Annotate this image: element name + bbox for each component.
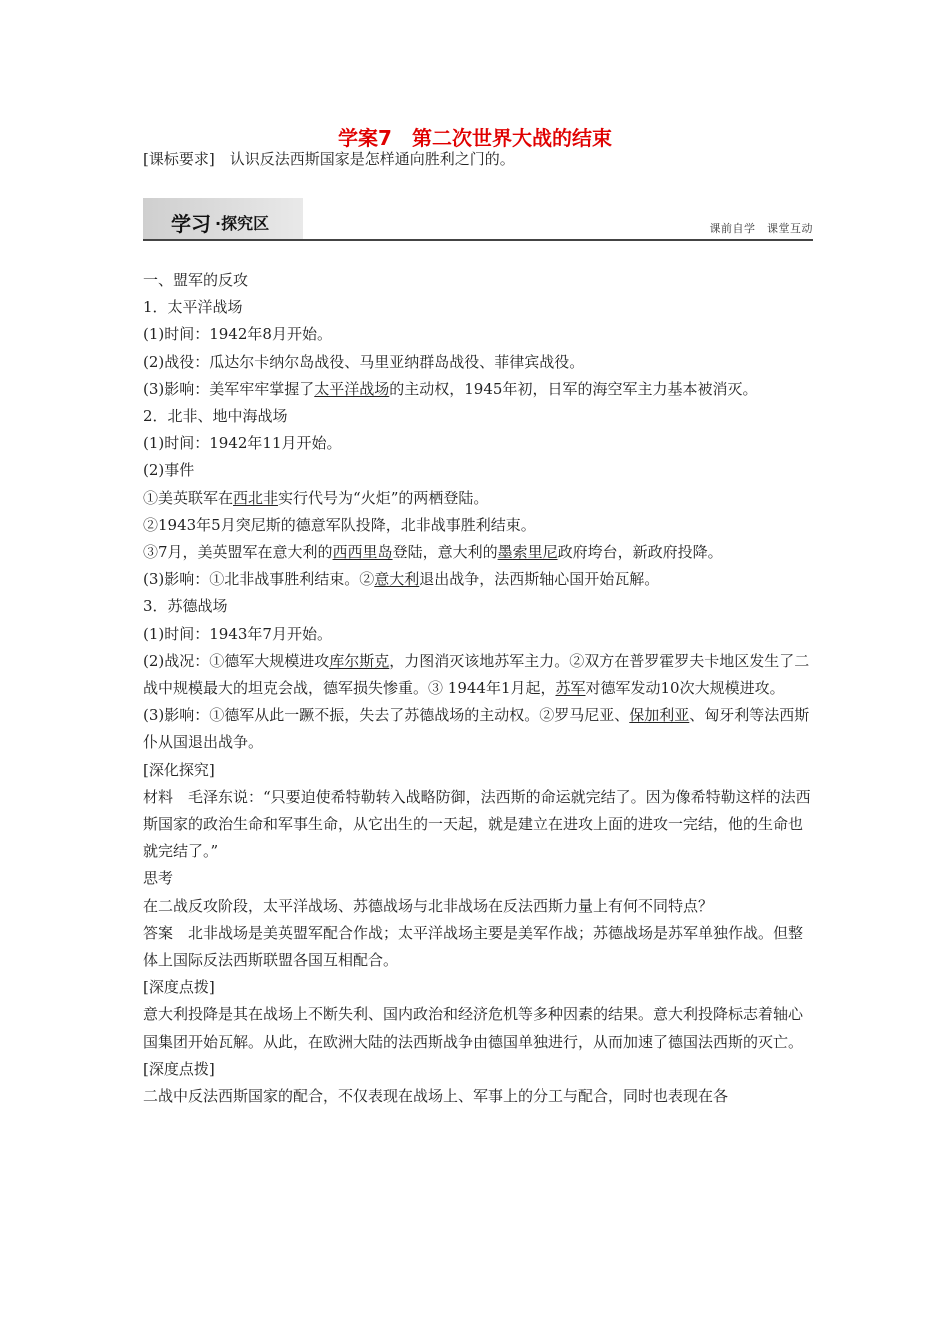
underlined-term: 墨索里尼	[497, 543, 558, 562]
section-banner	[143, 198, 813, 242]
underlined-term: 西北非	[233, 488, 279, 507]
text-span: 登陆，意大利的	[392, 543, 498, 562]
paragraph	[143, 485, 811, 512]
text-span: ，力图消灭该地苏军主力。②双方在普罗霍罗夫卡地区发生了二战中规模最大的坦克会战，德军损失惨重。③ 1944年1月起，	[143, 651, 810, 698]
think-label: 思考	[143, 869, 174, 888]
curriculum-requirement: [课标要求] 认识反法西斯国家是怎样通向胜利之门的。	[143, 150, 515, 168]
paragraph: 二战中反法西斯国家的配合，不仅表现在战场上、军事上的分工与配合，同时也表现在各	[143, 1087, 729, 1106]
main-content	[143, 267, 811, 1110]
paragraph: 意大利投降是其在战场上不断失利、国内政治和经济危机等多种因素的结果。意大利投降标志着轴心国集团开始瓦解。从此，在欧洲大陆的法西斯战争由德国单独进行，从而加速了德国法西斯的灭亡。	[143, 1005, 804, 1051]
paragraph: (2)事件	[143, 461, 195, 480]
material-quote: 材料 毛泽东说：“只要迫使希特勒转入战略防御，法西斯的命运就完结了。因为像希特勒这样的法西斯国家的政治生命和军事生命，从它出生的一天起，就是建立在进攻上面的进攻一完结，他的生命也就完结了。”	[143, 787, 811, 861]
answer-text: 答案 北非战场是美英盟军配合作战；太平洋战场主要是美军作战；苏德战场是苏军单独作战。但整体上国际反法西斯联盟各国互相配合。	[143, 923, 804, 970]
underlined-term: 意大利	[374, 570, 420, 589]
text-span: 、匈牙利等法西斯仆从国退出战争。	[143, 706, 810, 752]
subsection-heading: 1．太平洋战场	[143, 298, 243, 317]
bracket-heading: [深度点拨]	[143, 1059, 215, 1078]
page-title: 学案7 第二次世界大战的结束	[338, 126, 612, 150]
paragraph: ②1943年5月突尼斯的德意军队投降，北非战事胜利结束。	[143, 515, 536, 534]
paragraph	[143, 648, 811, 702]
underlined-term: 库尔斯克	[329, 651, 390, 670]
banner-right-text: 课前自学 课堂互动	[709, 222, 813, 235]
banner-label-main: 学习	[171, 212, 211, 236]
subsection-heading: 2．北非、地中海战场	[143, 407, 288, 426]
text-span: 实行代号为“火炬”的两栖登陆。	[278, 488, 489, 507]
paragraph: (1)时间：1942年8月开始。	[143, 325, 332, 344]
banner-label-sub: ·探究区	[215, 214, 270, 233]
underlined-term: 西西里岛	[332, 543, 393, 562]
text-span: (3)影响：①德军从此一蹶不振，失去了苏德战场的主动权。②罗马尼亚、	[143, 706, 630, 725]
banner-divider	[143, 239, 813, 241]
section-heading: 一、盟军的反攻	[143, 271, 249, 289]
question-text: 在二战反攻阶段，太平洋战场、苏德战场与北非战场在反法西斯力量上有何不同特点？	[143, 896, 714, 915]
paragraph: (1)时间：1943年7月开始。	[143, 624, 332, 643]
bracket-heading: [深度点拨]	[143, 978, 215, 997]
paragraph	[143, 376, 811, 403]
text-span: 对德军发动10次大规模进攻。	[585, 679, 785, 698]
banner-label-box	[143, 198, 303, 239]
text-span: ①美英联军在	[143, 488, 234, 507]
paragraph: (2)战役：瓜达尔卡纳尔岛战役、马里亚纳群岛战役、菲律宾战役。	[143, 352, 585, 371]
text-span: 政府垮台，新政府投降。	[557, 543, 723, 562]
underlined-term: 太平洋战场	[314, 379, 390, 398]
text-span: (3)影响：①北非战事胜利结束。②	[143, 570, 375, 589]
paragraph	[143, 566, 811, 593]
text-span: ③7月，美英盟军在意大利的	[143, 543, 333, 562]
paragraph: (1)时间：1942年11月开始。	[143, 434, 342, 453]
text-span: 退出战争，法西斯轴心国开始瓦解。	[419, 570, 660, 589]
bracket-heading: [深化探究]	[143, 760, 215, 779]
text-span: (2)战况：①德军大规模进攻	[143, 651, 330, 670]
paragraph	[143, 539, 811, 566]
underlined-term: 保加利亚	[629, 706, 690, 725]
text-span: 的主动权，1945年初，日军的海空军主力基本被消灭。	[389, 379, 758, 398]
subsection-heading: 3．苏德战场	[143, 597, 228, 616]
text-span: (3)影响：美军牢牢掌握了	[143, 379, 315, 398]
underlined-term: 苏军	[555, 679, 586, 698]
paragraph	[143, 702, 811, 756]
